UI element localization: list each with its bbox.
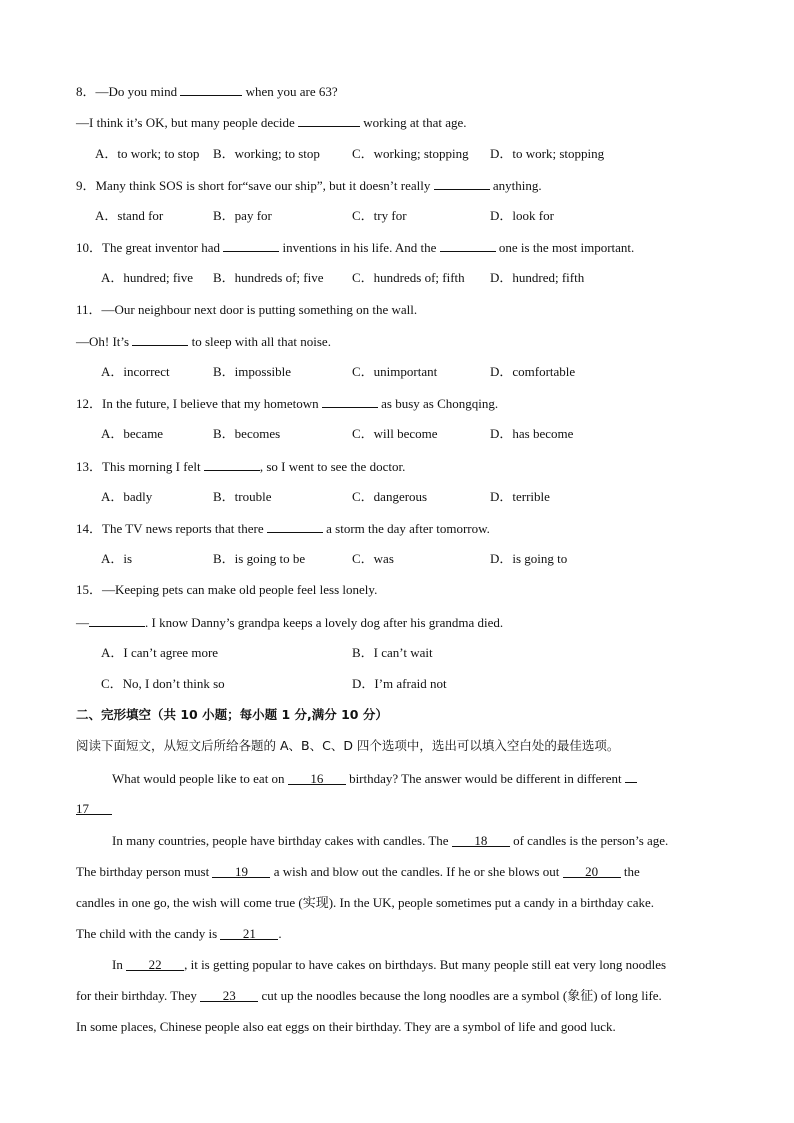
question-11-stem: 11．—Our neighbour next door is putting something on the wall.: [76, 302, 418, 317]
question-9-stem: [76, 177, 542, 194]
answer-blank: [204, 458, 260, 471]
passage-text: , it is getting popular to have cakes on birthdays. But many people still eat very long noodles: [184, 957, 667, 972]
option-d: D．hundred; fifth: [490, 270, 585, 285]
reply-text: . I know Danny’s grandpa keeps a lovely dog after his grandma died.: [145, 615, 504, 630]
question-10-stem: [76, 239, 634, 256]
cloze-blank-18: 18: [452, 833, 510, 847]
passage-line-3: [112, 833, 718, 849]
stem-text: as busy as Chongqing.: [377, 396, 499, 411]
option-b: B．impossible: [213, 364, 292, 379]
question-15-options-row1: [0, 645, 794, 661]
option-a: A．stand for: [95, 208, 164, 223]
question-14-options: [0, 551, 794, 567]
question-13-options: [0, 489, 794, 505]
question-12-stem: [76, 395, 498, 412]
option-a: A．became: [101, 426, 164, 441]
cloze-blank-19: 19: [212, 864, 270, 878]
question-14-stem: [76, 520, 490, 537]
option-d: D．look for: [490, 208, 554, 223]
reply-text: —: [76, 615, 89, 630]
reply-text: —I think it’s OK, but many people decide: [76, 115, 299, 130]
answer-blank: [267, 520, 323, 533]
option-c: C．try for: [352, 208, 407, 223]
option-c: C．hundreds of; fifth: [352, 270, 465, 285]
question-11-reply: [76, 333, 331, 350]
option-a: A．to work; to stop: [95, 146, 200, 161]
option-a: A．I can’t agree more: [101, 645, 219, 660]
passage-line-6: [76, 926, 718, 942]
option-a: A．is: [101, 551, 133, 566]
passage-text: .: [278, 926, 282, 941]
question-11-options: [0, 364, 794, 380]
passage-line-1: [112, 770, 718, 787]
question-8-reply: [76, 114, 467, 131]
option-c: C．unimportant: [352, 364, 438, 379]
passage-text: the: [620, 864, 640, 879]
section-2-instruction: 阅读下面短文，从短文后所给各题的 A、B、C、D 四个选项中，选出可以填入空白处的最佳选项。: [76, 738, 620, 753]
passage-text: for their birthday. They: [76, 988, 201, 1003]
reply-text: to sleep with all that noise.: [188, 334, 331, 349]
passage-text: birthday? The answer would be different in different: [345, 771, 625, 786]
option-c: C．will become: [352, 426, 438, 441]
option-a: A．hundred; five: [101, 270, 194, 285]
option-d: D．comfortable: [490, 364, 576, 379]
option-b: B．pay for: [213, 208, 272, 223]
answer-blank: [322, 395, 378, 408]
cloze-blank-21: 21: [220, 926, 278, 940]
stem-text: 9．Many think SOS is short for“save our ship”, but it doesn’t really: [76, 178, 434, 193]
option-d: D．I’m afraid not: [352, 676, 447, 691]
passage-text: In: [112, 957, 127, 972]
question-12-options: [0, 426, 794, 442]
option-a: A．badly: [101, 489, 153, 504]
answer-blank: [298, 114, 360, 127]
option-b: B．is going to be: [213, 551, 306, 566]
option-d: D．to work; stopping: [490, 146, 605, 161]
question-15-reply: [76, 614, 503, 631]
option-b: B．becomes: [213, 426, 281, 441]
answer-blank: [132, 333, 188, 346]
passage-text: a wish and blow out the candles. If he or she blows out: [270, 864, 563, 879]
answer-blank: [180, 83, 242, 96]
option-b: B．hundreds of; five: [213, 270, 324, 285]
reply-text: —Oh! It’s: [76, 334, 133, 349]
question-8-options: [0, 146, 794, 162]
stem-text: one is the most important.: [495, 240, 635, 255]
stem-text: 12．In the future, I believe that my hometown: [76, 396, 322, 411]
question-9-options: [0, 208, 794, 224]
answer-blank: [89, 614, 145, 627]
stem-text: , so I went to see the doctor.: [259, 459, 406, 474]
option-c: C．was: [352, 551, 394, 566]
stem-text: anything.: [489, 178, 542, 193]
answer-blank: [440, 239, 496, 252]
stem-text: when you are 63?: [242, 84, 338, 99]
option-d: D．has become: [490, 426, 574, 441]
cloze-blank-22: 22: [126, 957, 184, 971]
passage-line-7: [112, 957, 718, 973]
stem-text: 10．The great inventor had: [76, 240, 224, 255]
passage-line-4: [76, 864, 718, 880]
cloze-blank-17-start: [625, 770, 637, 783]
passage-text: cut up the noodles because the long noodles are a symbol (象征) of long life.: [258, 988, 662, 1003]
passage-line-8: [76, 988, 718, 1004]
question-15-options-row2: [0, 676, 794, 692]
passage-line-2: [76, 801, 718, 817]
question-8-stem: [76, 83, 338, 100]
option-c: C．No, I don’t think so: [101, 676, 225, 691]
answer-blank: [223, 239, 279, 252]
option-b: B．I can’t wait: [352, 645, 433, 660]
option-c: C．dangerous: [352, 489, 428, 504]
passage-line-5: candles in one go, the wish will come true (实现). In the UK, people sometimes put a candy in a birthday cake.: [76, 895, 654, 910]
cloze-blank-23: 23: [200, 988, 258, 1002]
stem-text: a storm the day after tomorrow.: [322, 521, 490, 536]
option-d: D．is going to: [490, 551, 568, 566]
answer-blank: [434, 177, 490, 190]
option-b: B．trouble: [213, 489, 272, 504]
cloze-blank-17: 17: [76, 801, 112, 815]
passage-text: The birthday person must: [76, 864, 213, 879]
question-15-stem: 15．—Keeping pets can make old people feel less lonely.: [76, 582, 378, 597]
stem-text: 13．This morning I felt: [76, 459, 204, 474]
cloze-blank-16: 16: [288, 771, 346, 785]
option-a: A．incorrect: [101, 364, 170, 379]
passage-text: The child with the candy is: [76, 926, 221, 941]
question-10-options: [0, 270, 794, 286]
stem-text: 14．The TV news reports that there: [76, 521, 267, 536]
section-2-title: 二、完形填空（共 10 小题；每小题 1 分,满分 10 分）: [76, 707, 388, 722]
stem-text: inventions in his life. And the: [279, 240, 440, 255]
passage-text: What would people like to eat on: [112, 771, 288, 786]
cloze-blank-20: 20: [563, 864, 621, 878]
passage-text: of candles is the person’s age.: [509, 833, 669, 848]
option-c: C．working; stopping: [352, 146, 469, 161]
option-b: B．working; to stop: [213, 146, 320, 161]
passage-text: In many countries, people have birthday cakes with candles. The: [112, 833, 452, 848]
option-d: D．terrible: [490, 489, 550, 504]
reply-text: working at that age.: [360, 115, 467, 130]
stem-text: 8．—Do you mind: [76, 84, 181, 99]
passage-line-9: In some places, Chinese people also eat eggs on their birthday. They are a symbol of life and good luck.: [76, 1019, 616, 1034]
question-13-stem: [76, 458, 405, 475]
